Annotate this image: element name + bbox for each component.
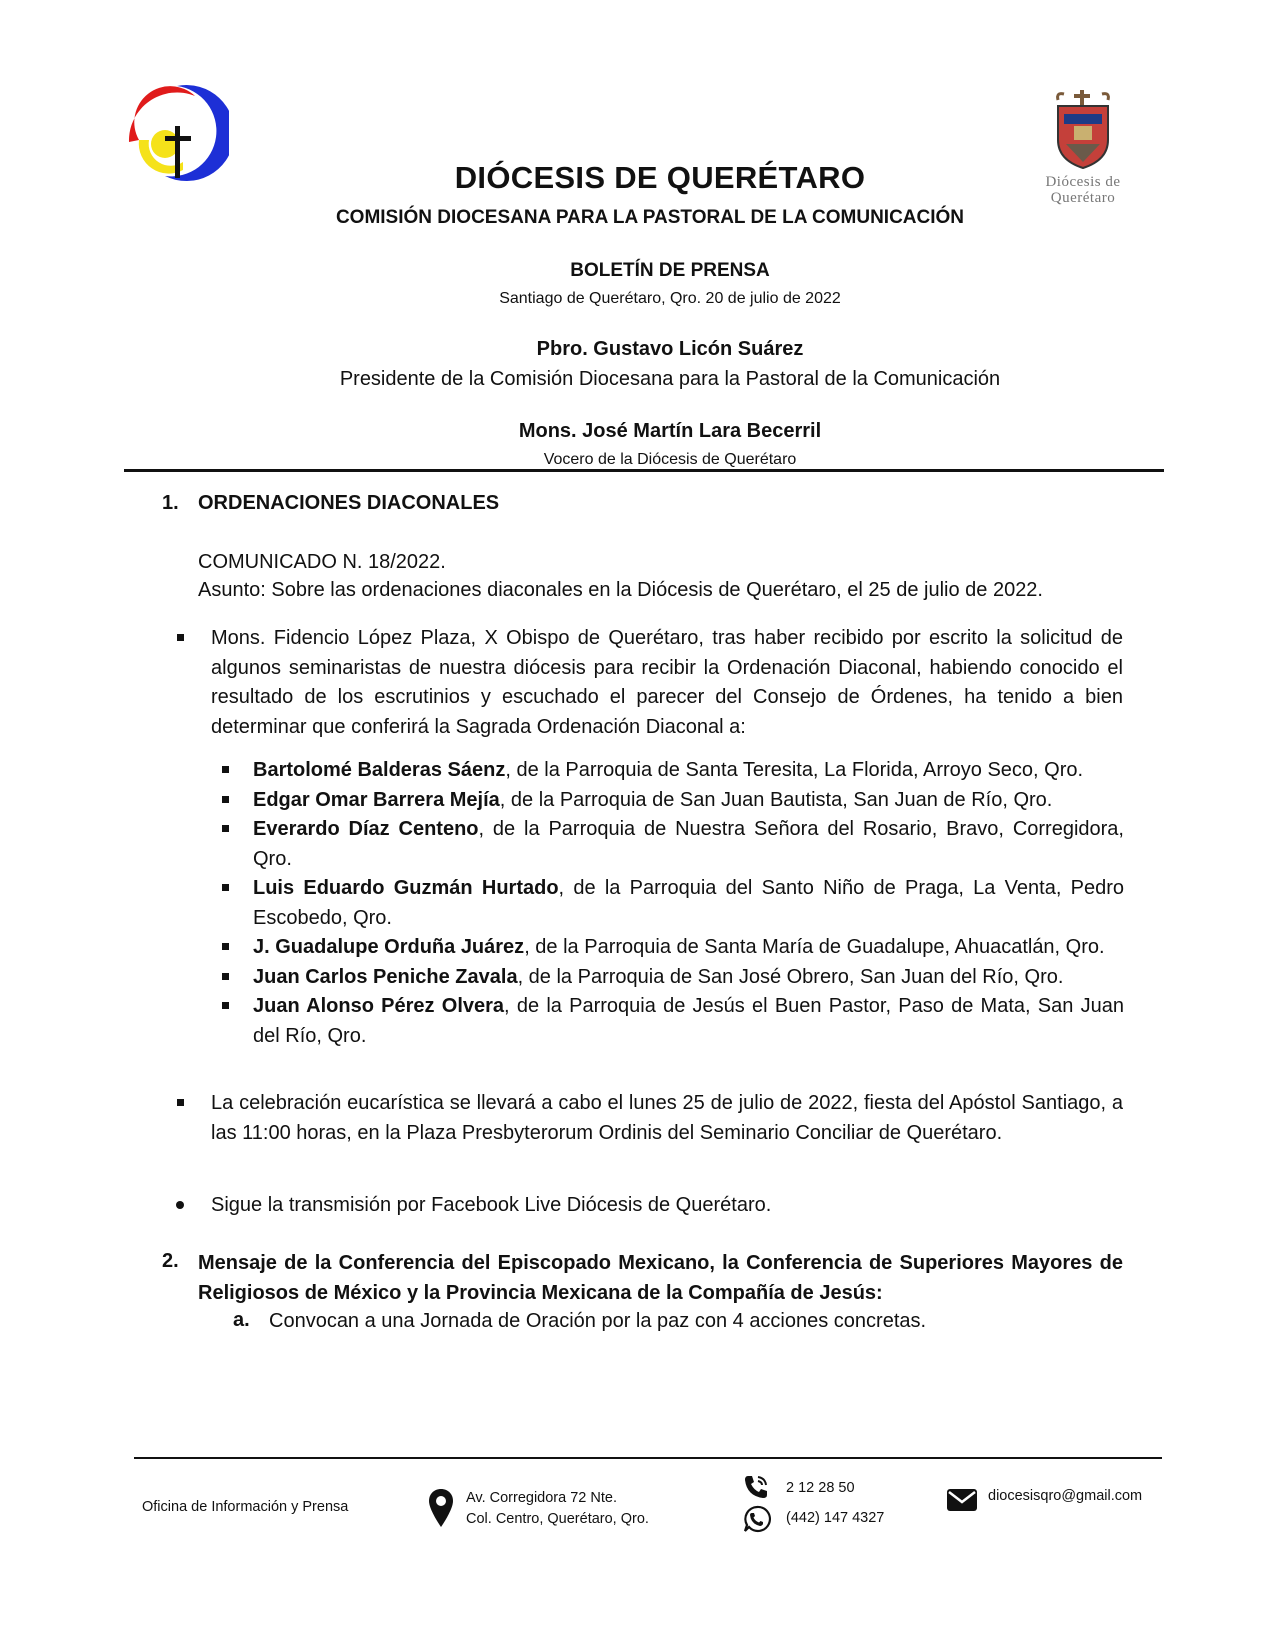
whatsapp-number: (442) 147 4327	[786, 1510, 885, 1526]
president-name: Pbro. Gustavo Licón Suárez	[536, 338, 804, 360]
emblem-caption-line2: Querétaro	[1050, 190, 1116, 206]
office-name: Oficina de Información y Prensa	[142, 1499, 349, 1515]
ordinand-parish: , de la Parroquia del Santo Niño de Praga, La Venta, Pedro Escobedo, Qro.	[253, 877, 1124, 929]
celebration-paragraph: La celebración eucarística se llevará a cabo el lunes 25 de julio de 2022, fiesta del Apóstol Santiago, a las 11:00 horas, en la Plaza Presbyterorum Ordinis del Seminario Conciliar de Querétaro.	[211, 1092, 1123, 1144]
bullet-dot	[176, 1201, 184, 1209]
spokesman-name: Mons. José Martín Lara Becerril	[518, 420, 822, 442]
list-item	[222, 756, 1124, 786]
ordinand-name: Juan Alonso Pérez Olvera	[253, 995, 505, 1017]
ordinand-parish: , de la Parroquia de Jesús el Buen Pastor, Paso de Mata, San Juan del Río, Qro.	[253, 995, 1124, 1047]
president-role: Presidente de la Comisión Diocesana para la Pastoral de la Comunicación	[339, 368, 1001, 390]
footer-divider	[134, 1457, 1162, 1459]
list-item	[222, 992, 1124, 1051]
ordinand-name: Edgar Omar Barrera Mejía	[253, 788, 500, 811]
section2-number: 2.	[162, 1250, 179, 1272]
spokesman-role: Vocero de la Diócesis de Querétaro	[543, 451, 797, 468]
bullet-square	[222, 884, 229, 891]
ordinand-parish: , de la Parroquia de Nuestra Señora del Rosario, Bravo, Corregidora, Qro.	[253, 818, 1124, 870]
communique-number: COMUNICADO N. 18/2022.	[198, 551, 446, 573]
address-line1: Av. Corregidora 72 Nte.	[466, 1490, 617, 1506]
header-divider	[124, 469, 1164, 472]
ordinand-name: Luis Eduardo Guzmán Hurtado	[253, 877, 559, 899]
bullet-square	[222, 766, 229, 773]
section2-item: Convocan a una Jornada de Oración por la paz con 4 acciones concretas.	[269, 1310, 927, 1332]
ordinand-parish: , de la Parroquia de Santa María de Guadalupe, Ahuacatlán, Qro.	[524, 936, 1105, 958]
list-item	[222, 786, 1124, 816]
list-item	[222, 963, 1124, 993]
phone-number: 2 12 28 50	[786, 1480, 855, 1496]
bulletin-label: BOLETÍN DE PRENSA	[570, 260, 770, 281]
list-item	[222, 874, 1124, 933]
section1-number: 1.	[162, 492, 179, 514]
ordinand-name: J. Guadalupe Orduña Juárez	[253, 936, 525, 958]
bullet-square	[177, 1099, 184, 1106]
page-subtitle: COMISIÓN DIOCESANA PARA LA PASTORAL DE LA COMUNICACIÓN	[335, 207, 965, 228]
announcement-paragraph: Mons. Fidencio López Plaza, X Obispo de Querétaro, tras haber recibido por escrito la solicitud de algunos seminaristas de nuestra diócesis para recibir la Ordenación Diaconal, habiendo conocido el resultado de los escrutinios y escuchado el parecer del Consejo de Órdenes, ha tenido a bien determinar que conferirá la Sagrada Ordenación Diaconal a:	[211, 627, 1123, 738]
section1-heading: ORDENACIONES DIACONALES	[198, 492, 500, 514]
diocese-emblem	[1052, 88, 1114, 170]
bulletin-date: Santiago de Querétaro, Qro. 20 de julio de 2022	[499, 290, 841, 307]
location-pin-icon	[428, 1488, 454, 1528]
bullet-square	[222, 943, 229, 950]
ordinand-name: Bartolomé Balderas Sáenz	[253, 759, 506, 781]
ordinand-parish: , de la Parroquia de San Juan Bautista, San Juan de Río, Qro.	[499, 788, 1053, 811]
bullet-square	[222, 1002, 229, 1009]
bullet-square	[222, 825, 229, 832]
ordinand-parish: , de la Parroquia de Santa Teresita, La Florida, Arroyo Seco, Qro.	[505, 759, 1084, 781]
ordinand-name: Everardo Díaz Centeno	[253, 818, 479, 840]
address	[466, 1488, 649, 1530]
list-item	[222, 933, 1124, 963]
bullet-square	[222, 796, 229, 803]
communique-subject: Asunto: Sobre las ordenaciones diaconales en la Diócesis de Querétaro, el 25 de julio de 2022.	[198, 579, 1043, 601]
email-address: diocesisqro@gmail.com	[988, 1488, 1143, 1504]
ordinand-name: Juan Carlos Peniche Zavala	[253, 965, 518, 988]
bullet-square	[177, 634, 184, 641]
emblem-caption-line1: Diócesis de	[1045, 174, 1121, 190]
address-line2: Col. Centro, Querétaro, Qro.	[466, 1511, 649, 1527]
ordinand-parish: , de la Parroquia de San José Obrero, San Juan del Río, Qro.	[517, 965, 1064, 988]
broadcast-paragraph: Sigue la transmisión por Facebook Live Diócesis de Querétaro.	[211, 1194, 772, 1216]
section2-heading: Mensaje de la Conferencia del Episcopado Mexicano, la Conferencia de Superiores Mayores de Religiosos de México y la Provincia Mexicana de la Compañía de Jesús:	[198, 1252, 1123, 1304]
email-icon	[946, 1487, 978, 1513]
page-title: DIÓCESIS DE QUERÉTARO	[454, 160, 866, 195]
list-item	[222, 815, 1124, 874]
item-letter: a.	[233, 1309, 250, 1331]
bullet-square	[222, 973, 229, 980]
ordinands-list	[222, 756, 1124, 1051]
phone-icon	[742, 1474, 770, 1500]
whatsapp-icon	[743, 1505, 771, 1533]
